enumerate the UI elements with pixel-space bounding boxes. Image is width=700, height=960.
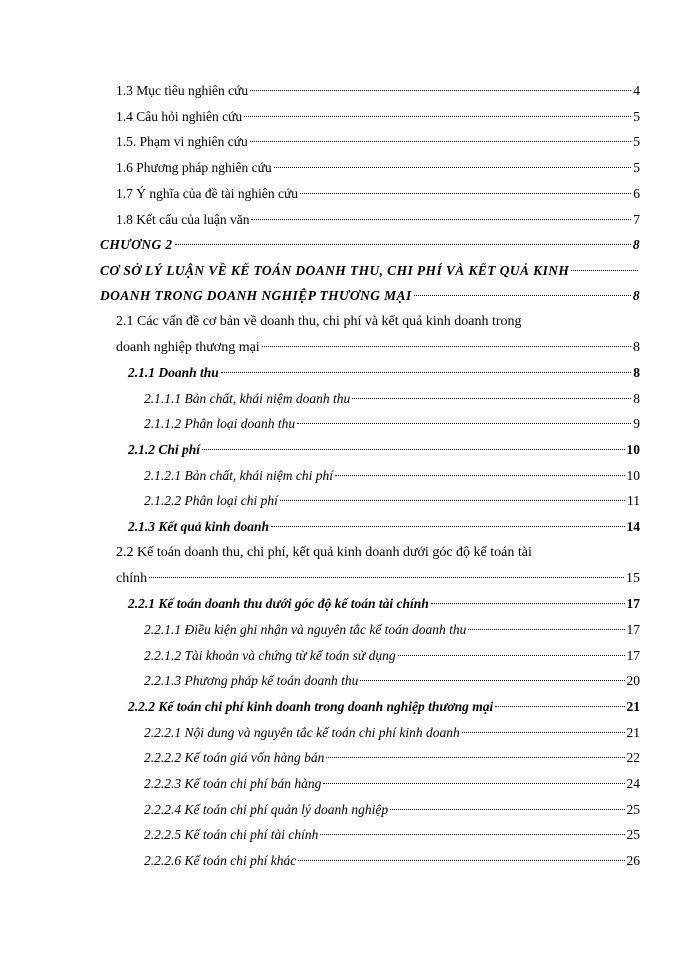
toc-entry [144, 413, 640, 435]
dot-leader [468, 629, 624, 630]
dot-leader [298, 860, 624, 861]
toc-chapter-title-line1 [100, 260, 640, 282]
dot-leader [244, 116, 631, 117]
toc-entry [144, 465, 640, 487]
dot-leader [414, 295, 631, 296]
toc-entry-title: 2.1.2.2 Phân loại chi phí [144, 493, 278, 508]
toc-entry-title: 2.2.1.1 Điều kiện ghi nhận và nguyên tắc kế toán doanh thu [144, 622, 467, 637]
toc-entry [144, 824, 640, 846]
dot-leader [251, 219, 631, 220]
toc-entry-title: 1.7 Ý nghĩa của đề tài nghiên cứu [116, 186, 299, 201]
toc-entry-title: CHƯƠNG 2 [100, 237, 173, 252]
toc-entry-page: 9 [633, 416, 640, 431]
toc-entry [128, 516, 640, 538]
toc-entry-page: 10 [626, 442, 640, 457]
dot-leader [360, 680, 624, 681]
toc-entry-title: 2.1.3 Kết quả kinh doanh [128, 519, 270, 534]
toc-entry-title: 2.1.1.1 Bản chất, khái niệm doanh thu [144, 391, 351, 406]
toc-entry-page: 21 [626, 699, 640, 714]
toc-entry-title: 2.1 Các vấn đề cơ bản về doanh thu, chi phí và kết quả kinh doanh trong [116, 314, 522, 329]
toc-entry [116, 80, 640, 102]
toc-entry-page: 17 [626, 596, 640, 611]
toc-entry-title: 2.2.2.3 Kế toán chi phí bán hàng [144, 776, 322, 791]
toc-entry-title: 2.2.2.1 Nội dung và nguyên tắc kế toán chi phí kinh doanh [144, 725, 460, 740]
dot-leader [390, 809, 624, 810]
toc-entry-page: 26 [626, 853, 640, 868]
toc-entry [116, 183, 640, 205]
dot-leader [462, 732, 625, 733]
toc-entry [144, 850, 640, 872]
dot-leader [352, 398, 631, 399]
toc-entry-page: 8 [632, 288, 640, 303]
toc-entry-page: 8 [632, 237, 640, 252]
toc-section-line1 [116, 311, 640, 333]
toc-entry-title: 2.2.2.4 Kế toán chi phí quản lý doanh nghiệp [144, 802, 389, 817]
toc-entry-page: 20 [626, 673, 640, 688]
toc-section-line2 [116, 337, 640, 359]
toc-entry-page: 21 [626, 725, 640, 740]
toc-entry [116, 209, 640, 231]
toc-entry [144, 388, 640, 410]
dot-leader [274, 167, 632, 168]
toc-entry [144, 645, 640, 667]
toc-entry-title: 2.1.2 Chi phí [128, 442, 201, 457]
toc-entry-title: 2.1.1 Doanh thu [128, 365, 219, 380]
toc-entry-page: 8 [633, 365, 640, 380]
toc-section-line2 [116, 568, 640, 590]
toc-entry-title: 2.2.2.2 Kế toán giá vốn hàng bán [144, 750, 325, 765]
toc-entry-title: 2.2.1.2 Tài khoản và chứng từ kế toán sử dụng [144, 648, 396, 663]
dot-leader [271, 526, 624, 527]
dot-leader [250, 141, 631, 142]
toc-entry-title: DOANH TRONG DOANH NGHIỆP THƯƠNG MẠI [100, 288, 412, 303]
spacer [571, 270, 638, 271]
dot-leader [262, 346, 631, 347]
toc-entry-page: 5 [633, 160, 640, 175]
toc-entry-title: 2.1.2.1 Bản chất, khái niệm chi phí [144, 468, 333, 483]
toc-entry-page: 25 [626, 827, 640, 842]
toc-entry [116, 106, 640, 128]
toc-entry [144, 799, 640, 821]
dot-leader [431, 603, 625, 604]
toc-entry-page: 17 [626, 648, 640, 663]
toc-entry [128, 593, 640, 615]
toc-entry-page: 7 [633, 212, 640, 227]
dot-leader [175, 244, 631, 245]
toc-chapter-heading [100, 234, 640, 256]
dot-leader [495, 706, 624, 707]
toc-entry-page: 5 [633, 109, 640, 124]
dot-leader [297, 423, 631, 424]
dot-leader [250, 90, 631, 91]
toc-entry-page: 25 [626, 802, 640, 817]
toc-entry-title: 2.1.1.2 Phân loại doanh thu [144, 416, 296, 431]
toc-entry-title: 1.4 Câu hỏi nghiên cứu [116, 109, 243, 124]
toc-entry-title: chính [116, 571, 148, 586]
toc-entry-page: 4 [633, 83, 640, 98]
toc-entry-title: 2.2.2 Kế toán chi phí kinh doanh trong doanh nghiệp thương mại [128, 699, 494, 714]
dot-leader [221, 372, 631, 373]
toc-chapter-title-line2 [100, 285, 640, 307]
toc-entry [144, 773, 640, 795]
toc-entry-page: 8 [633, 391, 640, 406]
dot-leader [398, 655, 625, 656]
toc-entry [144, 747, 640, 769]
toc-entry-page: 6 [633, 186, 640, 201]
toc-entry-page: 22 [626, 750, 640, 765]
toc-entry-page: 14 [626, 519, 640, 534]
dot-leader [202, 449, 624, 450]
toc-entry-title: doanh nghiệp thương mại [116, 340, 260, 355]
toc-entry [144, 670, 640, 692]
toc-entry-title: 1.5. Phạm vi nghiên cứu [116, 134, 248, 149]
toc-entry-page: 8 [633, 340, 640, 355]
toc-entry-page: 15 [626, 571, 640, 586]
toc-entry [144, 722, 640, 744]
toc-entry [116, 157, 640, 179]
toc-entry-page: 11 [627, 493, 640, 508]
toc-entry-page: 10 [626, 468, 640, 483]
toc-entry [128, 439, 640, 461]
dot-leader [280, 500, 625, 501]
dot-leader [300, 193, 631, 194]
toc-entry [144, 490, 640, 512]
toc-entry-title: 2.2.2.5 Kế toán chi phí tài chính [144, 827, 319, 842]
toc-entry-title: 2.2.2.6 Kế toán chi phí khác [144, 853, 297, 868]
dot-leader [149, 577, 624, 578]
toc-entry-title: 2.2.1 Kế toán doanh thu dưới góc độ kế toán tài chính [128, 596, 429, 611]
toc-entry-title: 1.3 Mục tiêu nghiên cứu [116, 83, 249, 98]
dot-leader [326, 757, 624, 758]
toc-entry-title: 1.6 Phương pháp nghiên cứu [116, 160, 272, 175]
toc-section-line1 [116, 542, 640, 564]
dot-leader [323, 783, 624, 784]
toc-entry [144, 619, 640, 641]
toc-entry [128, 696, 640, 718]
dot-leader [320, 834, 624, 835]
dot-leader [335, 475, 625, 476]
toc-entry-title: 2.2 Kế toán doanh thu, chi phí, kết quả kinh doanh dưới góc độ kế toán tài [116, 545, 532, 560]
toc-entry-title: 1.8 Kết cấu của luận văn [116, 212, 250, 227]
toc-entry-page: 17 [626, 622, 640, 637]
toc-entry [128, 362, 640, 384]
toc-entry [116, 131, 640, 153]
toc-entry-page: 24 [626, 776, 640, 791]
toc-entry-title: CƠ SỞ LÝ LUẬN VỀ KẾ TOÁN DOANH THU, CHI PHÍ VÀ KẾT QUẢ KINH [100, 263, 570, 278]
toc-entry-title: 2.2.1.3 Phương pháp kế toán doanh thu [144, 673, 359, 688]
toc-entry-page: 5 [633, 134, 640, 149]
